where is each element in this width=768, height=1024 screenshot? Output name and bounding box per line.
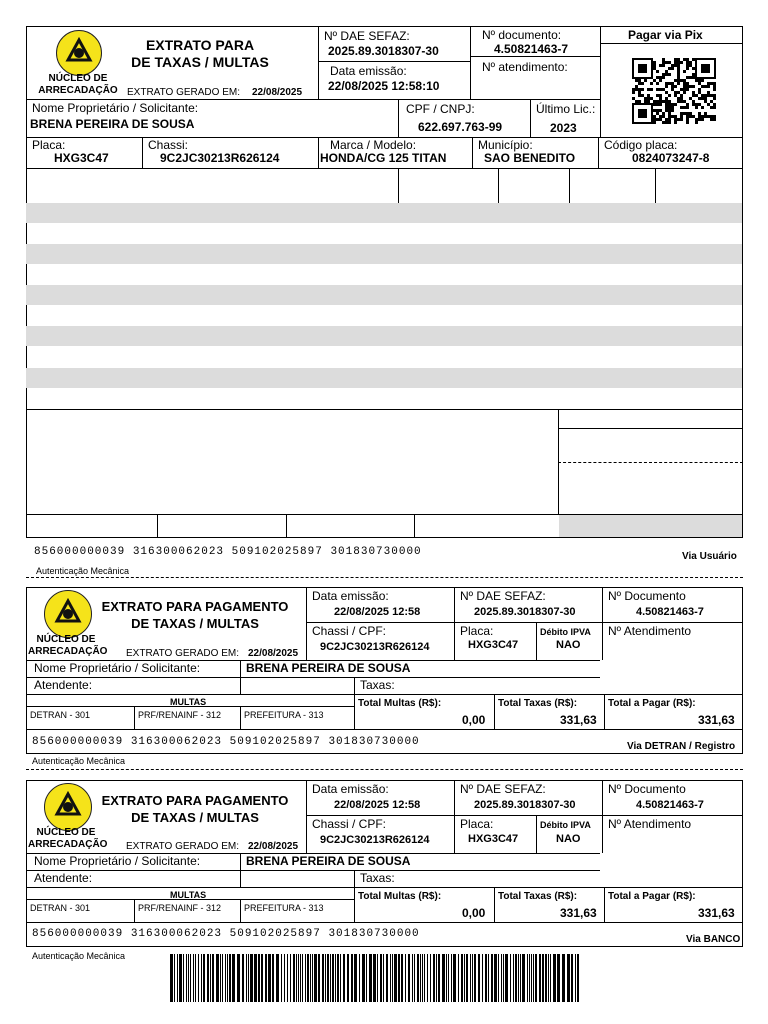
copy3-dae-label: Nº DAE SEFAZ: bbox=[460, 782, 546, 796]
copy3-total-pay-value: 331,63 bbox=[698, 906, 735, 920]
copy3-total-taxes-label: Total Taxas (R$): bbox=[498, 891, 578, 902]
copy2-taxes-label: Taxas: bbox=[360, 678, 395, 692]
copy1-via: Via Usuário bbox=[682, 551, 737, 562]
copy2-total-pay-value: 331,63 bbox=[698, 713, 735, 727]
copy1-barcode-line: 856000000039 316300062023 509102025897 301830730000 bbox=[34, 546, 422, 558]
copy2-owner-label: Nome Proprietário / Solicitante: bbox=[34, 661, 201, 675]
copy1-model-value: HONDA/CG 125 TITAN bbox=[320, 151, 447, 165]
copy2-fines-header: MULTAS bbox=[170, 697, 207, 707]
recycle-logo-icon bbox=[44, 783, 92, 831]
copy2-emission-value: 22/08/2025 12:58 bbox=[334, 606, 421, 618]
copy3-ipva-label: Débito IPVA bbox=[540, 820, 591, 830]
copy2-chassi-value: 9C2JC30213R626124 bbox=[320, 641, 430, 653]
copy2-attendant-label: Atendente: bbox=[34, 678, 93, 692]
copy1-emission-value: 22/08/2025 12:58:10 bbox=[328, 79, 440, 93]
copy2-title: EXTRATO PARA PAGAMENTO DE TAXAS / MULTAS bbox=[101, 599, 289, 631]
copy2-emission-label: Data emissão: bbox=[312, 589, 389, 603]
copy2-dae-label: Nº DAE SEFAZ: bbox=[460, 589, 546, 603]
recycle-logo-icon bbox=[44, 590, 92, 638]
copy1-extract-label: EXTRATO GERADO EM: bbox=[127, 87, 240, 98]
copy3-org: NÚCLEO DE ARRECADAÇÃO bbox=[28, 827, 108, 850]
copy3-total-taxes-value: 331,63 bbox=[560, 906, 597, 920]
copy2-total-fines-label: Total Multas (R$): bbox=[358, 698, 442, 709]
copy2-fine-prf: PRF/RENAINF - 312 bbox=[138, 710, 222, 720]
copy1-total-cell bbox=[559, 515, 742, 537]
copy2-chassi-label: Chassi / CPF: bbox=[312, 624, 387, 638]
copy1-cpf-label: CPF / CNPJ: bbox=[406, 102, 475, 116]
copy1-plate-label: Placa: bbox=[32, 138, 66, 152]
copy3-total-pay-label: Total a Pagar (R$): bbox=[608, 891, 696, 902]
copy2-via: Via DETRAN / Registro bbox=[627, 741, 736, 752]
table-row bbox=[26, 368, 742, 388]
copy2-total-fines-value: 0,00 bbox=[462, 713, 486, 727]
copy1-plate-code-label: Código placa: bbox=[604, 138, 678, 152]
copy3-dae-value: 2025.89.3018307-30 bbox=[474, 799, 576, 811]
copy1-city-value: SAO BENEDITO bbox=[484, 151, 576, 165]
copy1-org: NÚCLEO DE ARRECADAÇÃO bbox=[38, 73, 118, 96]
copy3-owner-label: Nome Proprietário / Solicitante: bbox=[34, 854, 201, 868]
copy1-doc-label: Nº documento: bbox=[482, 28, 562, 42]
cut-line bbox=[26, 769, 743, 770]
copy1-title: EXTRATO PARA DE TAXAS / MULTAS bbox=[131, 37, 269, 70]
payment-barcode[interactable] bbox=[170, 954, 580, 1002]
copy3-fine-detran: DETRAN - 301 bbox=[30, 903, 91, 913]
copy2-attendance-label: Nº Atendimento bbox=[608, 624, 692, 638]
copy1-lastlic-value: 2023 bbox=[550, 121, 577, 135]
copy3-attendance-label: Nº Atendimento bbox=[608, 817, 692, 831]
copy1-plate-value: HXG3C47 bbox=[54, 151, 109, 165]
copy3-doc-label: Nº Documento bbox=[608, 782, 686, 796]
copy3-extract-label: EXTRATO GERADO EM: bbox=[126, 841, 239, 852]
copy2-total-taxes-value: 331,63 bbox=[560, 713, 597, 727]
copy1-cpf-value: 622.697.763-99 bbox=[418, 120, 503, 134]
copy3-total-fines-value: 0,00 bbox=[462, 906, 486, 920]
copy2-barcode-line: 856000000039 316300062023 509102025897 301830730000 bbox=[32, 736, 420, 748]
copy2-org: NÚCLEO DE ARRECADAÇÃO bbox=[28, 634, 108, 657]
pix-qr-code-icon[interactable] bbox=[632, 58, 716, 124]
table-row bbox=[26, 203, 742, 223]
copy3-attendant-label: Atendente: bbox=[34, 871, 93, 885]
copy1-dae-value: 2025.89.3018307-30 bbox=[328, 44, 439, 58]
copy2-plate-label: Placa: bbox=[460, 624, 494, 638]
copy1-chassi-label: Chassi: bbox=[148, 138, 189, 152]
copy2-auth: Autenticação Mecânica bbox=[32, 756, 126, 766]
copy3-plate-value: HXG3C47 bbox=[468, 833, 519, 845]
copy1-chassi-value: 9C2JC30213R626124 bbox=[160, 151, 280, 165]
copy1-lastlic-label: Último Lic.: bbox=[536, 102, 596, 116]
copy1-pix-label: Pagar via Pix bbox=[628, 28, 703, 42]
copy3-chassi-label: Chassi / CPF: bbox=[312, 817, 387, 831]
copy2-plate-value: HXG3C47 bbox=[468, 639, 519, 651]
copy1-emission-label: Data emissão: bbox=[330, 64, 407, 78]
table-row bbox=[26, 326, 742, 346]
copy3-emission-label: Data emissão: bbox=[312, 782, 389, 796]
copy2-owner-value: BRENA PEREIRA DE SOUSA bbox=[246, 661, 411, 675]
copy3-taxes-label: Taxas: bbox=[360, 871, 395, 885]
copy3-emission-value: 22/08/2025 12:58 bbox=[334, 799, 421, 811]
copy1-model-label: Marca / Modelo: bbox=[330, 138, 417, 152]
copy1-auth: Autenticação Mecânica bbox=[36, 566, 130, 576]
copy3-total-fines-label: Total Multas (R$): bbox=[358, 891, 442, 902]
copy2-total-taxes-label: Total Taxas (R$): bbox=[498, 698, 578, 709]
table-row bbox=[26, 244, 742, 264]
copy3-extract-date: 22/08/2025 bbox=[248, 841, 299, 852]
copy1-owner-label: Nome Proprietário / Solicitante: bbox=[32, 101, 199, 115]
copy3-ipva-value: NAO bbox=[556, 833, 581, 845]
copy3-doc-value: 4.50821463-7 bbox=[636, 799, 704, 811]
recycle-logo-icon bbox=[56, 30, 102, 76]
copy2-doc-value: 4.50821463-7 bbox=[636, 606, 704, 618]
copy3-fine-prf: PRF/RENAINF - 312 bbox=[138, 903, 222, 913]
copy3-plate-label: Placa: bbox=[460, 817, 494, 831]
copy2-fine-detran: DETRAN - 301 bbox=[30, 710, 91, 720]
copy1-doc-value: 4.50821463-7 bbox=[494, 42, 569, 56]
table-row bbox=[26, 285, 742, 305]
copy3-auth: Autenticação Mecânica bbox=[32, 951, 126, 961]
copy2-fine-prefeitura: PREFEITURA - 313 bbox=[244, 710, 324, 720]
copy1-plate-code-value: 0824073247-8 bbox=[632, 151, 710, 165]
copy2-ipva-label: Débito IPVA bbox=[540, 627, 591, 637]
copy3-chassi-value: 9C2JC30213R626124 bbox=[320, 834, 430, 846]
copy1-dae-label: Nº DAE SEFAZ: bbox=[324, 29, 410, 43]
copy1-attendance-label: Nº atendimento: bbox=[482, 60, 568, 74]
copy2-total-pay-label: Total a Pagar (R$): bbox=[608, 698, 696, 709]
copy3-via: Via BANCO bbox=[686, 934, 741, 945]
copy2-extract-date: 22/08/2025 bbox=[248, 648, 299, 659]
copy2-extract-label: EXTRATO GERADO EM: bbox=[126, 648, 239, 659]
copy3-owner-value: BRENA PEREIRA DE SOUSA bbox=[246, 854, 411, 868]
copy1-extract-date: 22/08/2025 bbox=[252, 87, 303, 98]
cut-line bbox=[26, 577, 743, 578]
copy1-owner-value: BRENA PEREIRA DE SOUSA bbox=[30, 117, 195, 131]
copy3-title: EXTRATO PARA PAGAMENTO DE TAXAS / MULTAS bbox=[101, 793, 289, 825]
copy3-fine-prefeitura: PREFEITURA - 313 bbox=[244, 903, 324, 913]
copy3-barcode-line: 856000000039 316300062023 509102025897 301830730000 bbox=[32, 928, 420, 940]
copy2-dae-value: 2025.89.3018307-30 bbox=[474, 606, 576, 618]
copy1-city-label: Município: bbox=[478, 138, 533, 152]
copy2-doc-label: Nº Documento bbox=[608, 589, 686, 603]
copy2-ipva-value: NAO bbox=[556, 639, 581, 651]
copy3-fines-header: MULTAS bbox=[170, 890, 207, 900]
